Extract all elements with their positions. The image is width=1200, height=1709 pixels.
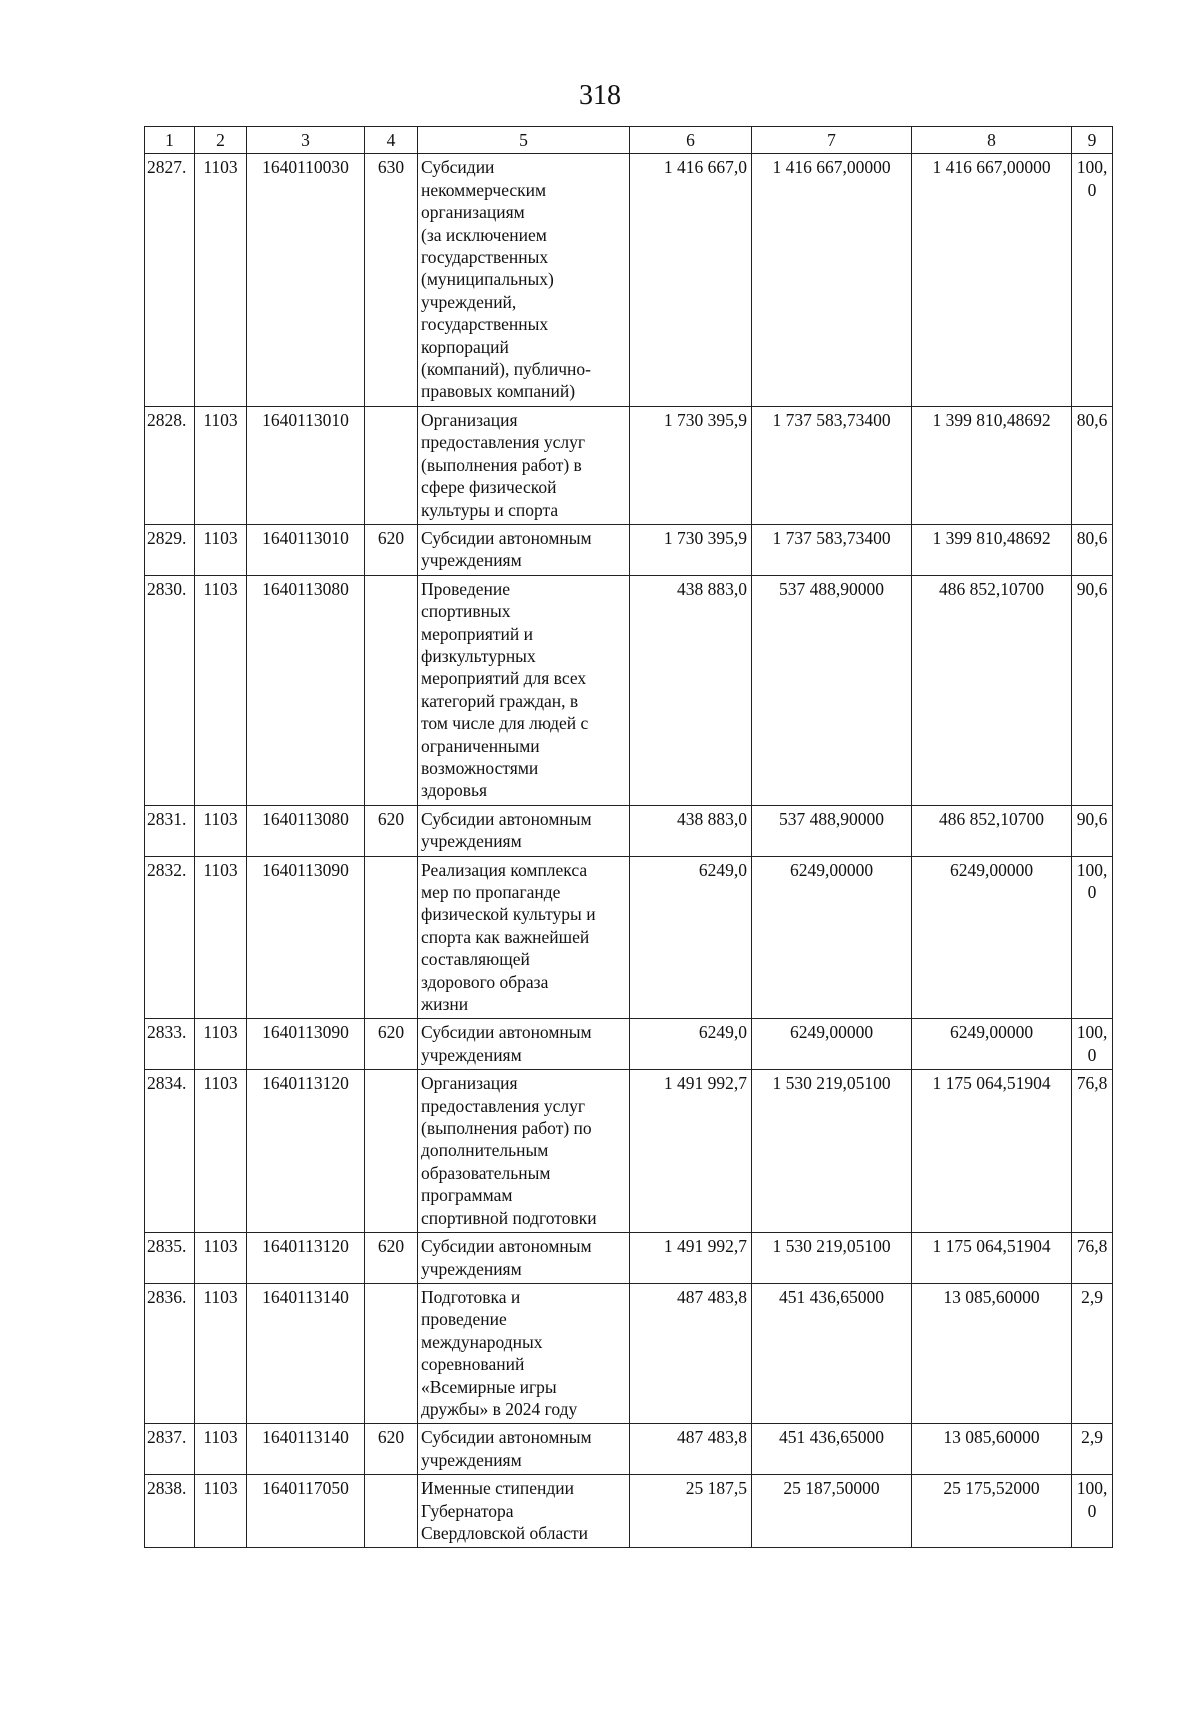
executed-value-cell: 25 175,52000 [912, 1475, 1072, 1548]
executed-value-cell: 6249,00000 [912, 1019, 1072, 1070]
revised-value-cell: 25 187,50000 [752, 1475, 912, 1548]
revised-value-cell: 451 436,65000 [752, 1283, 912, 1423]
description-cell: Субсидии автономным учреждениям [418, 1233, 630, 1284]
column-header: 3 [247, 127, 365, 154]
table-row [145, 1070, 1113, 1233]
description-cell: Проведение спортивных мероприятий и физкультурных мероприятий для всех категорий граждан, в том числе для людей с ограниченными возможностями здоровья [418, 575, 630, 805]
table-row [145, 575, 1113, 805]
executed-value-cell: 1 399 810,48692 [912, 524, 1072, 575]
revised-value-cell: 6249,00000 [752, 856, 912, 1019]
plan-value-cell: 438 883,0 [630, 805, 752, 856]
revised-value-cell: 1 737 583,73400 [752, 524, 912, 575]
section-cell: 1103 [195, 1424, 247, 1475]
target-code-cell: 1640113140 [247, 1283, 365, 1423]
target-code-cell: 1640113010 [247, 524, 365, 575]
table-row [145, 856, 1113, 1019]
target-code-cell: 1640113010 [247, 406, 365, 524]
expense-type-cell [365, 1283, 418, 1423]
page-number: 318 [579, 80, 621, 111]
table-row [145, 1283, 1113, 1423]
percent-cell: 2,9 [1072, 1283, 1113, 1423]
target-code-cell: 1640113090 [247, 1019, 365, 1070]
executed-value-cell: 486 852,10700 [912, 575, 1072, 805]
plan-value-cell: 1 491 992,7 [630, 1233, 752, 1284]
plan-value-cell: 25 187,5 [630, 1475, 752, 1548]
plan-value-cell: 487 483,8 [630, 1283, 752, 1423]
revised-value-cell: 537 488,90000 [752, 805, 912, 856]
column-header: 4 [365, 127, 418, 154]
target-code-cell: 1640113140 [247, 1424, 365, 1475]
expense-type-cell: 620 [365, 524, 418, 575]
description-cell: Подготовка и проведение международных соревнований «Всемирные игры дружбы» в 2024 году [418, 1283, 630, 1423]
row-number-cell: 2836. [145, 1283, 195, 1423]
table-row [145, 154, 1113, 406]
table-body [145, 154, 1113, 1548]
target-code-cell: 1640113080 [247, 805, 365, 856]
section-cell: 1103 [195, 524, 247, 575]
executed-value-cell: 1 175 064,51904 [912, 1233, 1072, 1284]
plan-value-cell: 1 730 395,9 [630, 524, 752, 575]
row-number-cell: 2835. [145, 1233, 195, 1284]
executed-value-cell: 6249,00000 [912, 856, 1072, 1019]
percent-cell: 76,8 [1072, 1070, 1113, 1233]
description-cell: Субсидии автономным учреждениям [418, 524, 630, 575]
revised-value-cell: 1 530 219,05100 [752, 1233, 912, 1284]
section-cell: 1103 [195, 1283, 247, 1423]
revised-value-cell: 1 530 219,05100 [752, 1070, 912, 1233]
expense-type-cell [365, 1475, 418, 1548]
row-number-cell: 2837. [145, 1424, 195, 1475]
expense-type-cell [365, 575, 418, 805]
percent-cell: 90,6 [1072, 575, 1113, 805]
plan-value-cell: 487 483,8 [630, 1424, 752, 1475]
description-cell: Именные стипендии Губернатора Свердловской области [418, 1475, 630, 1548]
percent-cell: 80,6 [1072, 406, 1113, 524]
row-number-cell: 2833. [145, 1019, 195, 1070]
revised-value-cell: 6249,00000 [752, 1019, 912, 1070]
expense-type-cell: 620 [365, 1233, 418, 1284]
table-row [145, 524, 1113, 575]
executed-value-cell: 1 416 667,00000 [912, 154, 1072, 406]
target-code-cell: 1640113120 [247, 1233, 365, 1284]
revised-value-cell: 1 737 583,73400 [752, 406, 912, 524]
section-cell: 1103 [195, 1233, 247, 1284]
row-number-cell: 2829. [145, 524, 195, 575]
section-cell: 1103 [195, 805, 247, 856]
column-header: 9 [1072, 127, 1113, 154]
percent-cell: 100,0 [1072, 1475, 1113, 1548]
target-code-cell: 1640117050 [247, 1475, 365, 1548]
executed-value-cell: 13 085,60000 [912, 1283, 1072, 1423]
section-cell: 1103 [195, 1070, 247, 1233]
plan-value-cell: 6249,0 [630, 856, 752, 1019]
revised-value-cell: 451 436,65000 [752, 1424, 912, 1475]
percent-cell: 100,0 [1072, 154, 1113, 406]
description-cell: Реализация комплекса мер по пропаганде физической культуры и спорта как важнейшей составляющей здорового образа жизни [418, 856, 630, 1019]
table-row [145, 805, 1113, 856]
target-code-cell: 1640110030 [247, 154, 365, 406]
table-row [145, 1424, 1113, 1475]
description-cell: Субсидии некоммерческим организациям (за исключением государственных (муниципальных) учреждений, государственных корпораций (компаний), публично- правовых компаний) [418, 154, 630, 406]
percent-cell: 100,0 [1072, 1019, 1113, 1070]
percent-cell: 100,0 [1072, 856, 1113, 1019]
expense-type-cell: 620 [365, 1424, 418, 1475]
plan-value-cell: 438 883,0 [630, 575, 752, 805]
column-header: 2 [195, 127, 247, 154]
column-header: 5 [418, 127, 630, 154]
section-cell: 1103 [195, 154, 247, 406]
target-code-cell: 1640113090 [247, 856, 365, 1019]
table-row [145, 1233, 1113, 1284]
row-number-cell: 2827. [145, 154, 195, 406]
section-cell: 1103 [195, 406, 247, 524]
percent-cell: 90,6 [1072, 805, 1113, 856]
expense-type-cell [365, 1070, 418, 1233]
target-code-cell: 1640113120 [247, 1070, 365, 1233]
expense-type-cell [365, 406, 418, 524]
plan-value-cell: 1 416 667,0 [630, 154, 752, 406]
row-number-cell: 2832. [145, 856, 195, 1019]
plan-value-cell: 6249,0 [630, 1019, 752, 1070]
expense-type-cell: 620 [365, 805, 418, 856]
executed-value-cell: 1 399 810,48692 [912, 406, 1072, 524]
description-cell: Субсидии автономным учреждениям [418, 1424, 630, 1475]
percent-cell: 76,8 [1072, 1233, 1113, 1284]
column-header: 6 [630, 127, 752, 154]
section-cell: 1103 [195, 575, 247, 805]
description-cell: Организация предоставления услуг (выполнения работ) в сфере физической культуры и спорта [418, 406, 630, 524]
description-cell: Организация предоставления услуг (выполнения работ) по дополнительным образовательным программам спортивной подготовки [418, 1070, 630, 1233]
row-number-cell: 2838. [145, 1475, 195, 1548]
section-cell: 1103 [195, 1475, 247, 1548]
row-number-cell: 2834. [145, 1070, 195, 1233]
expense-type-cell: 620 [365, 1019, 418, 1070]
table-row [145, 1475, 1113, 1548]
executed-value-cell: 486 852,10700 [912, 805, 1072, 856]
percent-cell: 2,9 [1072, 1424, 1113, 1475]
description-cell: Субсидии автономным учреждениям [418, 1019, 630, 1070]
percent-cell: 80,6 [1072, 524, 1113, 575]
column-header: 8 [912, 127, 1072, 154]
expense-type-cell: 630 [365, 154, 418, 406]
row-number-cell: 2828. [145, 406, 195, 524]
column-header: 1 [145, 127, 195, 154]
row-number-cell: 2830. [145, 575, 195, 805]
revised-value-cell: 537 488,90000 [752, 575, 912, 805]
table-row [145, 1019, 1113, 1070]
header-row [145, 127, 1113, 154]
section-cell: 1103 [195, 1019, 247, 1070]
table-row [145, 406, 1113, 524]
description-cell: Субсидии автономным учреждениям [418, 805, 630, 856]
row-number-cell: 2831. [145, 805, 195, 856]
plan-value-cell: 1 491 992,7 [630, 1070, 752, 1233]
expense-type-cell [365, 856, 418, 1019]
budget-table [144, 126, 1113, 1548]
plan-value-cell: 1 730 395,9 [630, 406, 752, 524]
executed-value-cell: 1 175 064,51904 [912, 1070, 1072, 1233]
executed-value-cell: 13 085,60000 [912, 1424, 1072, 1475]
revised-value-cell: 1 416 667,00000 [752, 154, 912, 406]
target-code-cell: 1640113080 [247, 575, 365, 805]
column-header: 7 [752, 127, 912, 154]
section-cell: 1103 [195, 856, 247, 1019]
